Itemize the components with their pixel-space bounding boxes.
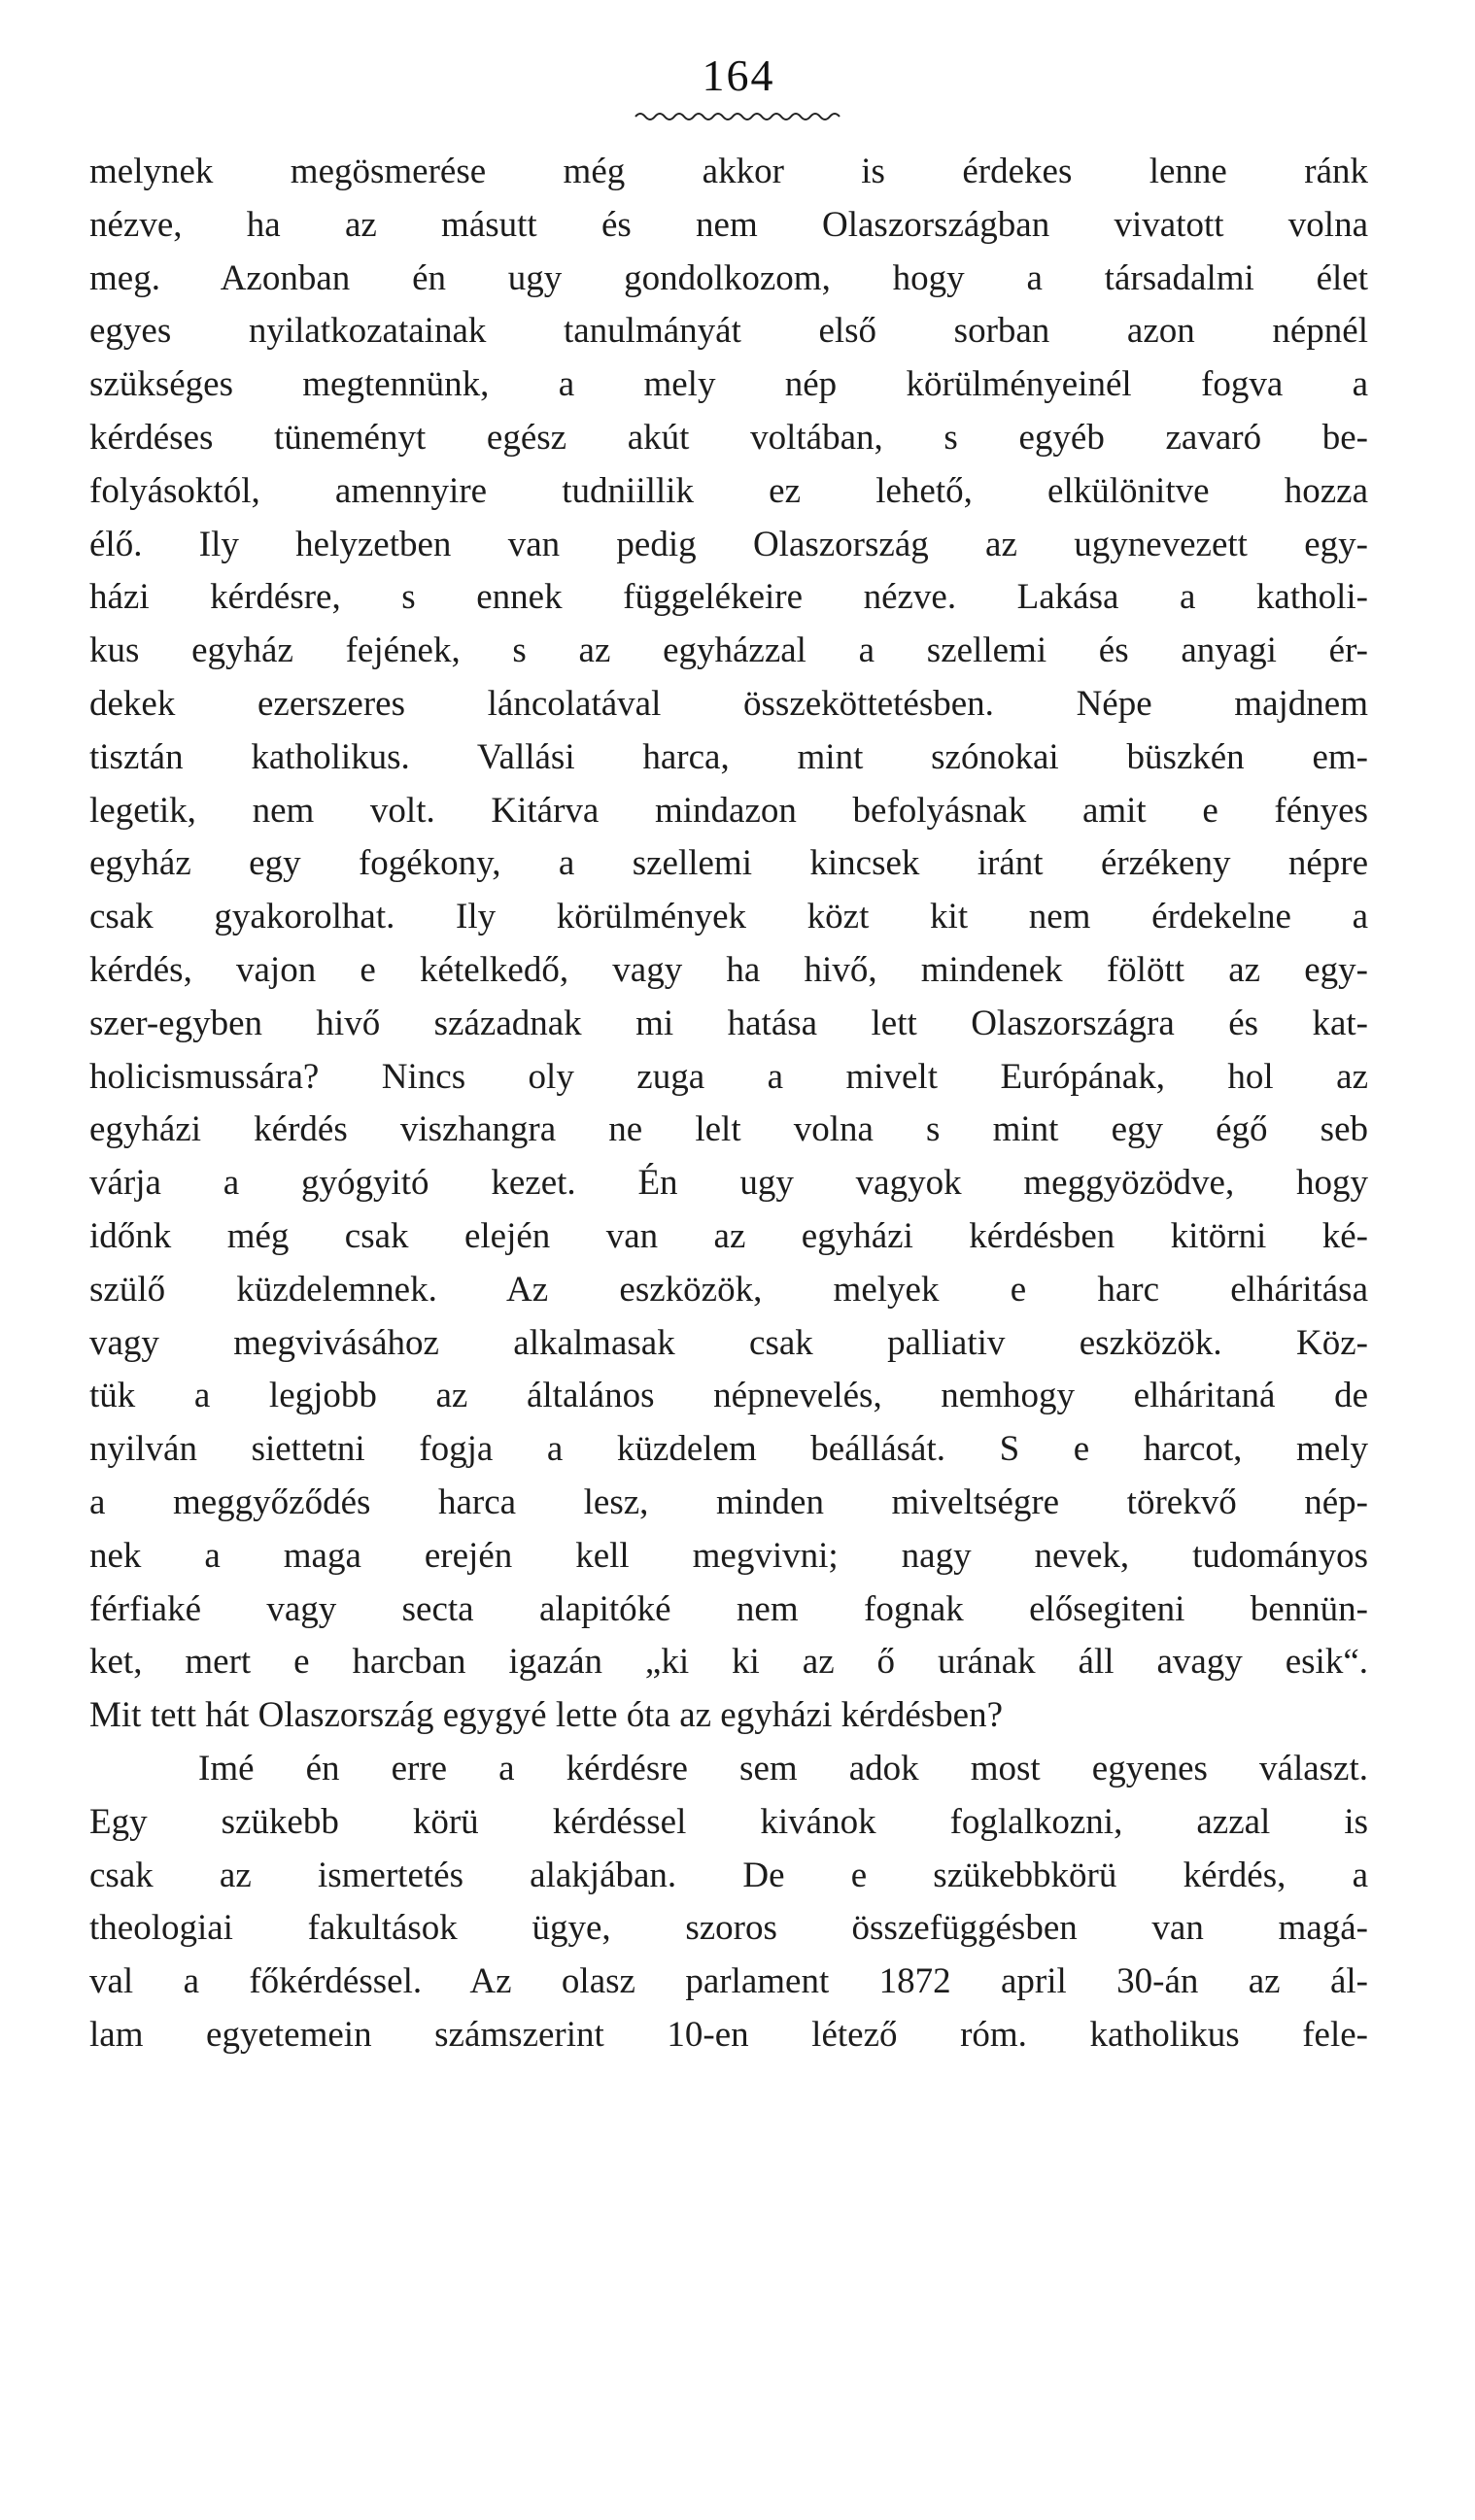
text-line: kus egyház fejének, s az egyházzal a szellemi és anyagi ér- [89, 630, 1368, 671]
text-line: várja a gyógyitó kezet. Én ugy vagyok meggyözödve, hogy [89, 1163, 1368, 1204]
text-line: meg. Azonban én ugy gondolkozom, hogy a társadalmi élet [89, 257, 1368, 298]
body-text [89, 146, 1368, 2062]
text-line: Egy szükebb körü kérdéssel kivánok foglalkozni, azzal is [89, 1801, 1368, 1842]
text-line: tük a legjobb az általános népnevelés, nemhogy elháritaná de [89, 1376, 1368, 1416]
text-line: kérdés, vajon e kételkedő, vagy ha hivő, mindenek fölött az egy- [89, 949, 1368, 990]
text-line: dekek ezerszeres láncolatával összeköttetésben. Népe majdnem [89, 683, 1368, 724]
text-line: házi kérdésre, s ennek függelékeire nézve. Lakása a katholi- [89, 577, 1368, 618]
text-line: szer-egyben hivő századnak mi hatása lett Olaszországra és kat- [89, 1003, 1368, 1043]
text-line: theologiai fakultások ügye, szoros összefüggésben van magá- [89, 1908, 1368, 1949]
text-line: csak gyakorolhat. Ily körülmények közt kit nem érdekelne a [89, 897, 1368, 937]
text-line: legetik, nem volt. Kitárva mindazon befolyásnak amit e fényes [89, 790, 1368, 831]
text-line: folyásoktól, amennyire tudniillik ez lehető, elkülönitve hozza [89, 470, 1368, 511]
text-line: szülő küzdelemnek. Az eszközök, melyek e harc elháritása [89, 1269, 1368, 1310]
text-line: nek a maga erején kell megvivni; nagy nevek, tudományos [89, 1535, 1368, 1576]
text-line: nézve, ha az másutt és nem Olaszországban vivatott volna [89, 204, 1368, 245]
text-line: egyházi kérdés viszhangra ne lelt volna s mint egy égő seb [89, 1109, 1368, 1150]
text-line: Mit tett hát Olaszország egygyé lette óta az egyházi kérdésben? [89, 1695, 1004, 1736]
text-line: tisztán katholikus. Vallási harca, mint szónokai büszkén em- [89, 736, 1368, 777]
wavy-rule-ornament [632, 107, 845, 126]
text-line: csak az ismertetés alakjában. De e szükebbkörü kérdés, a [89, 1855, 1368, 1895]
text-line: időnk még csak elején van az egyházi kérdésben kitörni ké- [89, 1215, 1368, 1256]
text-line: szükséges megtennünk, a mely nép körülményeinél fogva a [89, 364, 1368, 405]
text-line: kérdéses tüneményt egész akút voltában, s egyéb zavaró be- [89, 417, 1368, 458]
text-line: vagy megvivásához alkalmasak csak palliativ eszközök. Köz- [89, 1322, 1368, 1363]
text-line: élő. Ily helyzetben van pedig Olaszország az ugynevezett egy- [89, 524, 1368, 564]
text-line: egyház egy fogékony, a szellemi kincsek iránt érzékeny népre [89, 843, 1368, 884]
page-number: 164 [702, 51, 775, 100]
text-line: lam egyetemein számszerint 10-en létező róm. katholikus fele- [89, 2014, 1368, 2055]
text-line: férfiaké vagy secta alapitóké nem fognak elősegiteni bennün- [89, 1588, 1368, 1629]
text-line: ket, mert e harcban igazán „ki ki az ő urának áll avagy esik“. [89, 1642, 1368, 1683]
text-line: nyilván siettetni fogja a küzdelem beállását. S e harcot, mely [89, 1429, 1368, 1470]
text-line: val a főkérdéssel. Az olasz parlament 1872 april 30-án az ál- [89, 1961, 1368, 2002]
text-line: a meggyőződés harca lesz, minden miveltségre törekvő nép- [89, 1481, 1368, 1522]
text-line: holicismussára? Nincs oly zuga a mivelt Európának, hol az [89, 1056, 1368, 1097]
text-line: melynek megösmerése még akkor is érdekes lenne ránk [89, 152, 1368, 191]
text-line: egyes nyilatkozatainak tanulmányát első sorban azon népnél [89, 311, 1368, 352]
text-line: Imé én erre a kérdésre sem adok most egyenes választ. [198, 1748, 1368, 1788]
